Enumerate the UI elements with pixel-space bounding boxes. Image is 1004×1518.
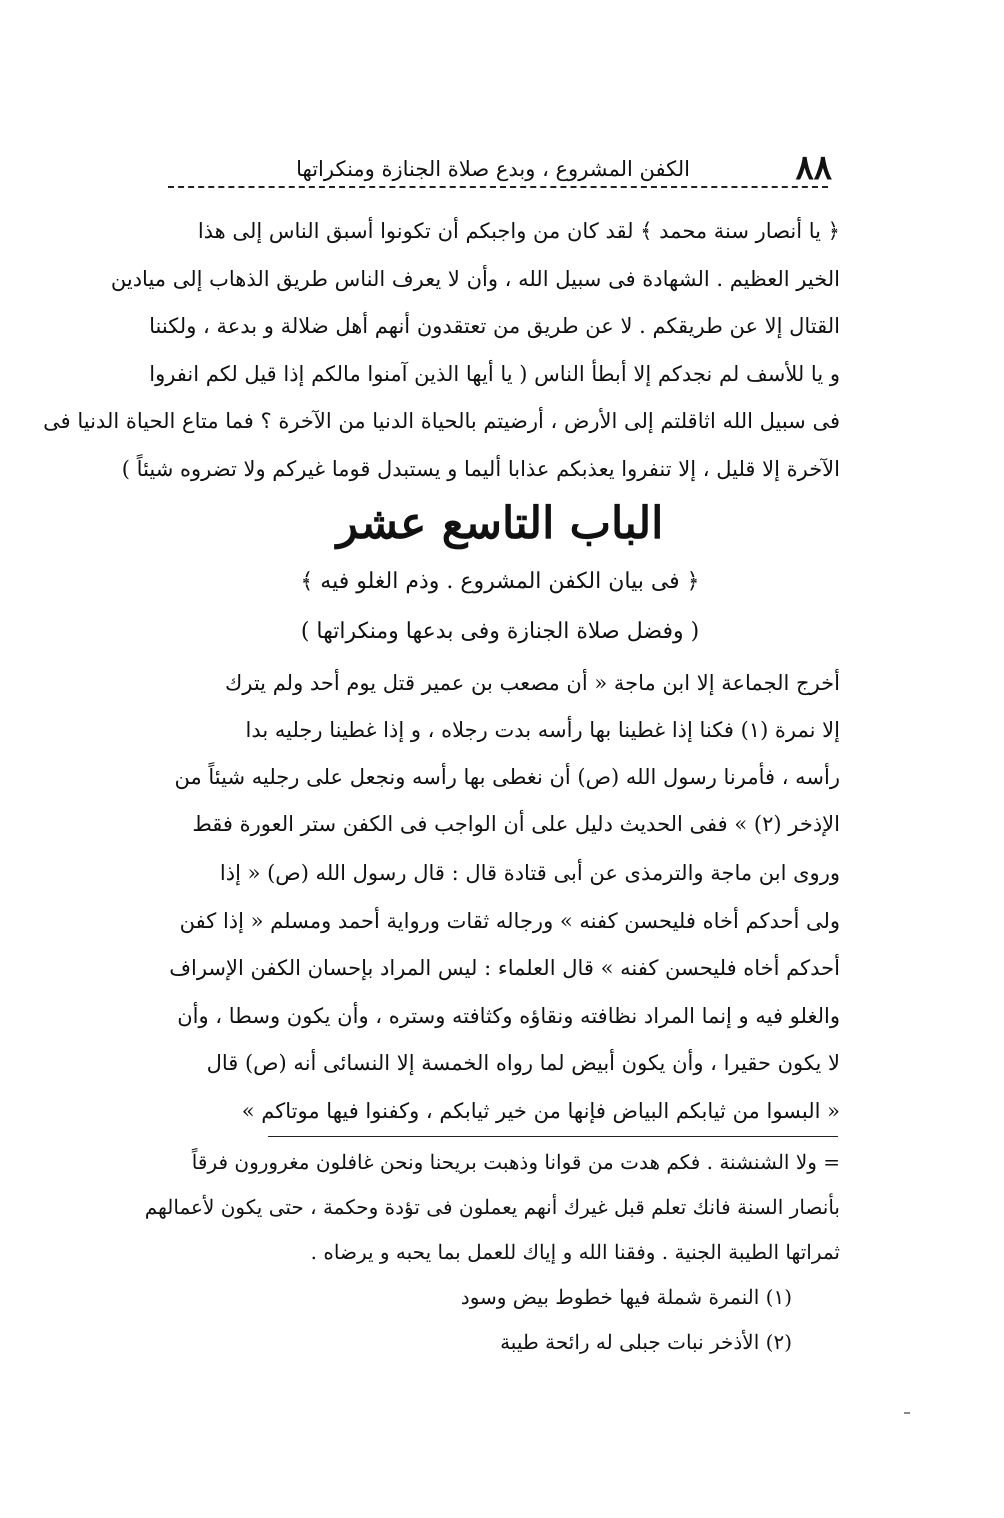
footnote-continuation-line: ثمراتها الطيبة الجنية . وفقنا الله و إياك للعمل بما يحبه و يرضاه . [310,1240,840,1264]
footnote-1: (١) النمرة شملة فيها خطوط بيض وسود [460,1285,792,1309]
text-line: الآخرة إلا قليل ، إلا تنفروا يعذبكم عذابا أليما و يستبدل قوما غيركم ولا تضروه شيئاً ) [121,456,840,481]
commentary-paragraph [160,850,840,1135]
footnote-divider [268,1136,838,1137]
chapter-subtitle-secondary: ( وفضل صلاة الجنازة وفى بدعها ومنكراتها ) [300,619,700,644]
text-line: « البسوا من ثيابكم البياض فإنها من خير ثيابكم ، وكفنوا فيها موتاكم » [241,1098,840,1123]
intro-paragraph [43,208,840,493]
scan-mark [904,1412,910,1414]
text-line: والغلو فيه و إنما المراد نظافته ونقاؤه وكثافته وستره ، وأن يكون وسطا ، وأن [177,1003,840,1028]
footnote-continuation-line: بأنصار السنة فانك تعلم قبل غيرك أنهم يعملون فى تؤدة وحكمة ، حتى يكون لأعمالهم [144,1195,840,1219]
page-header [160,148,840,188]
text-line: أخرج الجماعة إلا ابن ماجة « أن مصعب بن عمير قتل يوم أحد ولم يترك [224,671,840,695]
text-line: الخير العظيم . الشهادة فى سبيل الله ، وأن لا يعرف الناس طريق الذهاب إلى ميادين [110,266,840,291]
chapter-title: الباب التاسع عشر [336,498,664,549]
running-title: الكفن المشروع ، وبدع صلاة الجنازة ومنكراتها [296,157,690,181]
footnotes [144,1140,840,1365]
header-divider [168,186,828,188]
chapter-subtitle: ﴿ فى بيان الكفن المشروع . وذم الغلو فيه ﴾ [300,569,700,594]
text-line: و يا للأسف لم نجدكم إلا أبطأ الناس ( يا أيها الذين آمنوا مالكم إذا قيل لكم انفروا [149,361,840,386]
text-line: أحدكم أخاه فليحسن كفنه » قال العلماء : ليس المراد بإحسان الكفن الإسراف [169,956,840,980]
text-line: فى سبيل الله اثاقلتم إلى الأرض ، أرضيتم بالحياة الدنيا من الآخرة ؟ فما متاع الحياة الدنيا فى [43,409,840,433]
text-line: وروى ابن ماجة والترمذى عن أبى قتادة قال : قال رسول الله (ص) « إذا [219,861,840,885]
footnote-continuation-line: = ولا الشنشنة . فكم هدت من قوانا وذهبت بريحنا ونحن غافلون مغرورون فرقاً [191,1150,840,1174]
text-line: ولى أحدكم أخاه فليحسن كفنه » ورجاله ثقات ورواية أحمد ومسلم « إذا كفن [179,908,840,933]
hadith-paragraph [160,660,840,848]
text-line: لا يكون حقيرا ، وأن يكون أبيض لما رواه الخمسة إلا النسائى أنه (ص) قال [206,1051,840,1075]
footnote-2: (٢) الأذخر نبات جبلى له رائحة طيبة [500,1330,792,1354]
page-number: ٨٨ [795,148,832,188]
text-line: رأسه ، فأمرنا رسول الله (ص) أن نغطى بها رأسه ونجعل على رجليه شيئاً من [174,765,840,789]
text-line: الإذخر (٢) » ففى الحديث دليل على أن الواجب فى الكفن ستر العورة فقط [192,812,840,836]
text-line: إلا نمرة (١) فكنا إذا غطينا بها رأسه بدت رجلاه ، و إذا غطينا رجليه بدا [245,718,840,742]
text-line: القتال إلا عن طريقكم . لا عن طريق من تعتقدون أنهم أهل ضلالة و بدعة ، ولكننا [149,314,840,338]
text-line: ﴿ يا أنصار سنة محمد ﴾ لقد كان من واجبكم أن تكونوا أسبق الناس إلى هذا [197,219,840,243]
